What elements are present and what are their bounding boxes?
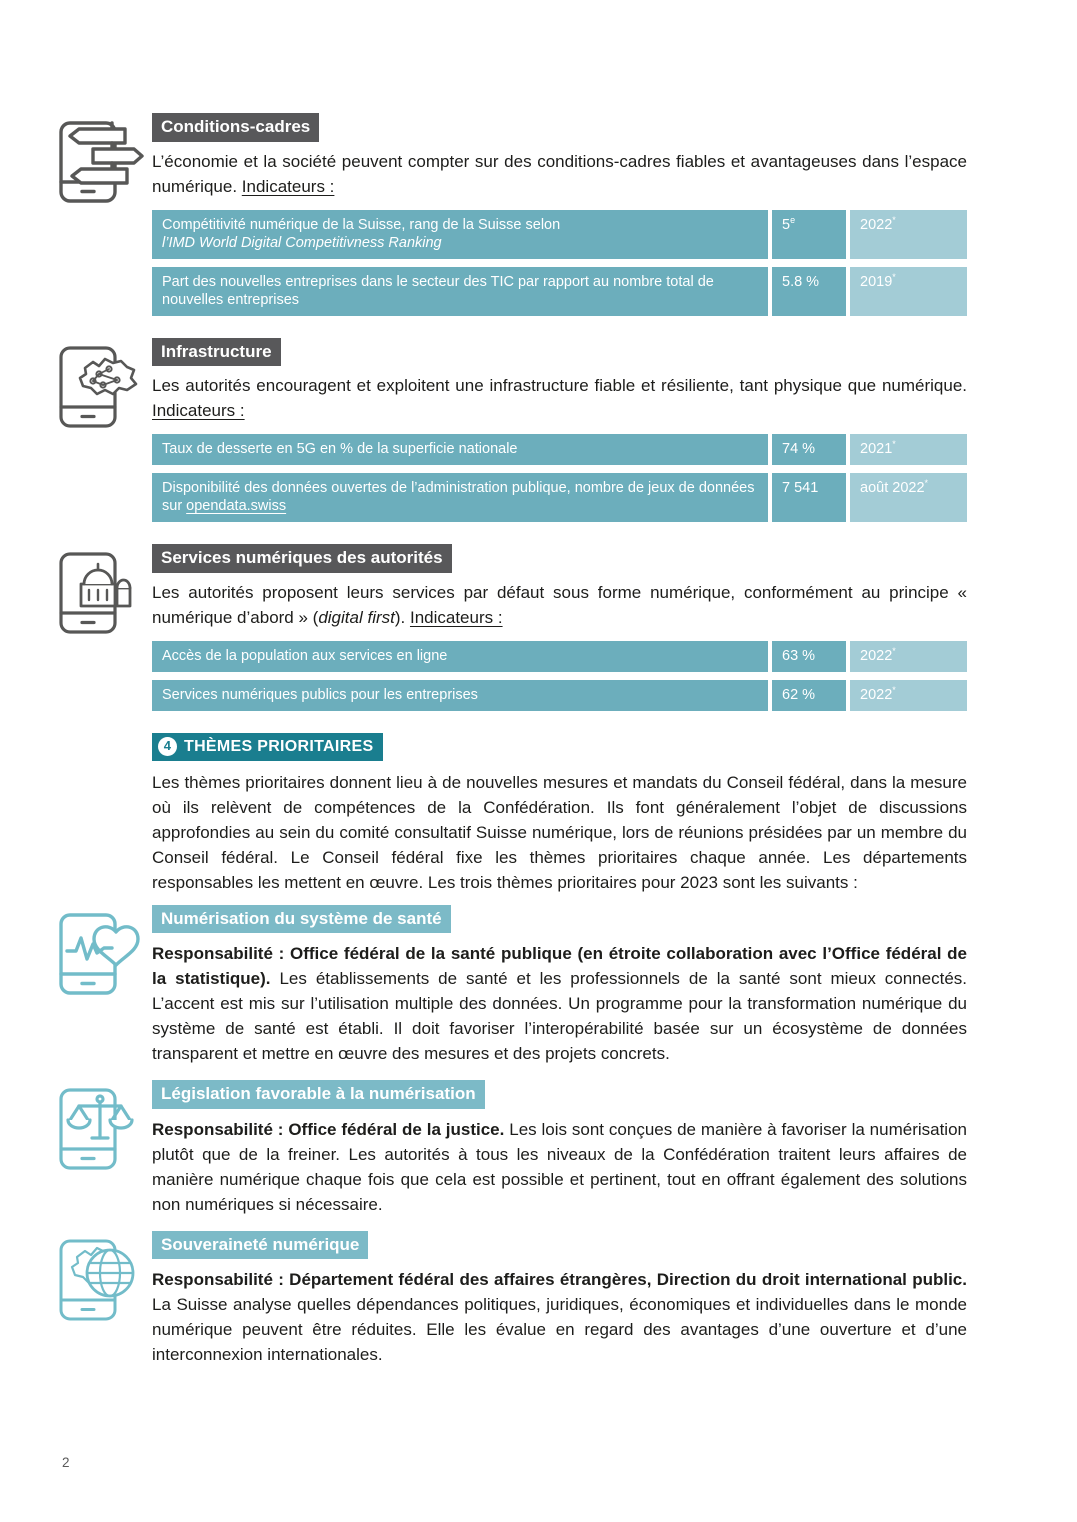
phone-signposts-icon — [55, 113, 145, 208]
section-conditions-cadres — [55, 113, 967, 324]
section-title-badge: Infrastructure — [152, 338, 281, 367]
theme-paragraph: Responsabilité : Office fédéral de la justice. Les lois sont conçues de manière à favoriser la numérisation plutôt que de la freiner. Les autorités à tous les niveaux de la Confédération traitent leurs affaires de manière numérique chaque fois que cela est possible et pertinent, tout en offrant également des solutions non numériques si nécessaire. — [152, 1119, 967, 1214]
indicator-year-cell: août 2022* — [850, 473, 967, 522]
section-intro: L’économie et la société peuvent compter sur des conditions-cadres fiables et avantageuses dans l’espace numérique. Indicateurs : — [152, 151, 967, 196]
indicator-year-cell: 2022* — [850, 641, 967, 672]
indicators-label: Indicateurs : — [241, 176, 335, 196]
theme-souverainete — [55, 1231, 967, 1368]
indicator-year-cell: 2019* — [850, 267, 967, 316]
section-icon-column — [55, 113, 145, 324]
theme-title-badge: Souveraineté numérique — [152, 1231, 368, 1260]
phone-globe-swiss-icon — [55, 1231, 145, 1326]
priority-title: THÈMES PRIORITAIRES — [184, 737, 374, 755]
section-intro: Les autorités proposent leurs services par défaut sous forme numérique, conformément au principe « numérique d’abord » (digital first). Indicateurs : — [152, 582, 967, 627]
indicator-label-cell: Disponibilité des données ouvertes de l’administration publique, nombre de jeux de données sur opendata.swiss — [152, 473, 768, 522]
table-row — [152, 434, 967, 465]
section-themes-prioritaires — [152, 733, 967, 895]
indicator-value-cell: 62 % — [772, 680, 846, 711]
section-intro: Les autorités encouragent et exploitent une infrastructure fiable et résiliente, tant physique que numérique. Indicateurs : — [152, 376, 967, 421]
opendata-swiss-link[interactable]: opendata.swiss — [186, 498, 287, 515]
theme-paragraph: Responsabilité : Office fédéral de la santé publique (en étroite collaboration avec l’Office fédéral de la statistique). Les établissements de santé et les professionnels de la santé sont mieux connectés. L’accent est mis sur l’utilisation multiple des données. Un programme pour la transformation numérique du système de santé est établi. Il doit favoriser l’interopérabilité basée sur un écosystème de données transparent et mettre en œuvre des mesures et des projets concrets. — [152, 944, 967, 1064]
indicator-value-cell: 5e — [772, 210, 846, 259]
section-title-badge: Conditions-cadres — [152, 113, 319, 142]
theme-legislation — [55, 1080, 967, 1217]
theme-paragraph: Responsabilité : Département fédéral des affaires étrangères, Direction du droit international public. La Suisse analyse quelles dépendances politiques, juridiques, économiques et individuelles dans le monde numérique peuvent être réduites. Elle les évalue en regard des avantages d’une ouverture et d’une interconnexion internationales. — [152, 1270, 967, 1365]
indicator-label-cell: Taux de desserte en 5G en % de la superficie nationale — [152, 434, 768, 465]
indicator-year-cell: 2022* — [850, 680, 967, 711]
table-row — [152, 473, 967, 522]
indicator-label-cell: Compétitivité numérique de la Suisse, rang de la Suisse selon l’IMD World Digital Competitivness Ranking — [152, 210, 768, 259]
chapter-number-icon: 4 — [158, 737, 177, 756]
theme-icon-column — [55, 1231, 145, 1368]
phone-parliament-icon — [55, 544, 145, 639]
theme-sante — [55, 905, 967, 1067]
theme-title-badge: Législation favorable à la numérisation — [152, 1080, 485, 1109]
phone-swiss-network-icon — [55, 338, 145, 433]
indicator-value-cell: 7 541 — [772, 473, 846, 522]
indicator-table — [152, 434, 967, 522]
theme-title-badge: Numérisation du système de santé — [152, 905, 451, 934]
indicators-label: Indicateurs : — [409, 607, 503, 627]
theme-icon-column — [55, 1080, 145, 1217]
responsibility-label: Responsabilité : Office fédéral de la santé publique (en étroite collaboration avec l’Office fédéral de la statistique). — [152, 944, 967, 989]
indicators-label: Indicateurs : — [152, 401, 245, 421]
indicator-label-cell: Part des nouvelles entreprises dans le secteur des TIC par rapport au nombre total de nouvelles entreprises — [152, 267, 768, 316]
indicator-year-cell: 2022* — [850, 210, 967, 259]
indicator-year-cell: 2021* — [850, 434, 967, 465]
theme-icon-column — [55, 905, 145, 1067]
indicator-label-cell: Services numériques publics pour les entreprises — [152, 680, 768, 711]
indicator-label-cell: Accès de la population aux services en ligne — [152, 641, 768, 672]
indicator-table — [152, 210, 967, 316]
section-title-badge: Services numériques des autorités — [152, 544, 452, 573]
priority-intro: Les thèmes prioritaires donnent lieu à de nouvelles mesures et mandats du Conseil fédéral, dans la mesure où ils relèvent de compétences de la Confédération. Ils font généralement l’objet de discussions approfondies au sein du comité consultatif Suisse numérique, lors de réunions présidées par un membre du Conseil fédéral. Le Conseil fédéral fixe les thèmes prioritaires chaque année. Les départements responsables les mettent en œuvre. Les trois thèmes prioritaires pour 2023 sont les suivants : — [152, 772, 967, 892]
section-icon-column — [55, 544, 145, 719]
indicator-value-cell: 74 % — [772, 434, 846, 465]
phone-justice-scales-icon — [55, 1080, 145, 1175]
table-row — [152, 680, 967, 711]
table-row — [152, 641, 967, 672]
indicator-value-cell: 63 % — [772, 641, 846, 672]
table-row — [152, 267, 967, 316]
responsibility-label: Responsabilité : Office fédéral de la justice. — [152, 1119, 505, 1139]
section-infrastructure — [55, 338, 967, 531]
responsibility-label: Responsabilité : Département fédéral des affaires étrangères, Direction du droit international public. — [152, 1270, 967, 1290]
table-row — [152, 210, 967, 259]
section-services-numeriques — [55, 544, 967, 719]
indicator-value-cell: 5.8 % — [772, 267, 846, 316]
indicator-table — [152, 641, 967, 711]
priority-title-badge — [152, 733, 383, 761]
phone-heart-ecg-icon — [55, 905, 145, 1000]
page-number: 2 — [62, 1455, 70, 1470]
section-icon-column — [55, 338, 145, 531]
